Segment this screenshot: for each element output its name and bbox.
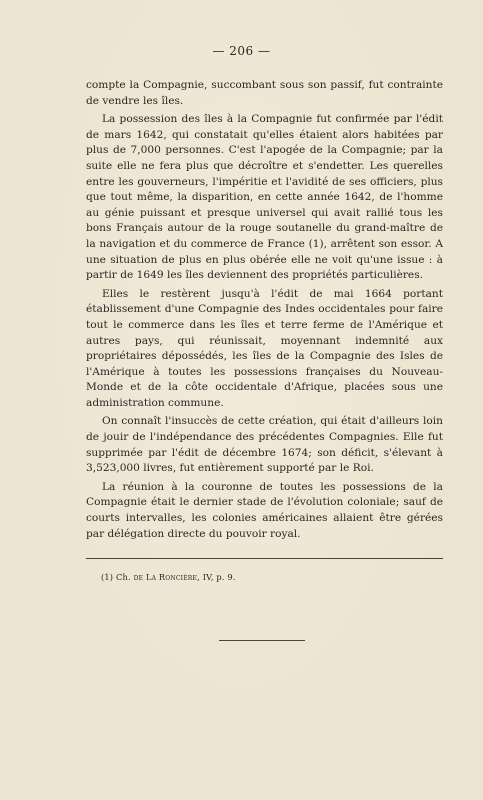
- footnote-divider: [86, 558, 443, 559]
- footnote-marker: (1) Ch.: [101, 572, 131, 582]
- paragraph-2: La possession des îles à la Compagnie fut confirmée par l'édit de mars 1642, qui constatait qu'elles étaient alors habitées par plus de 7,000 personnes. C'est l'apogée de la Compagnie; par la suite elle ne fera plus que décroître et s'endetter. Les querelles entre les gouverneurs, l'impéritie et l'avidité de ses officiers, plus que tout même, la disparition, en cette année 1642, de l'homme au génie puissant et presque universel qui avait rallié tous les bons Français autour de la rouge soutanelle du grand-maître de la navigation et du commerce de France (1), arrêtent son essor. A une situation de plus en plus obérée elle ne voit qu'une issue : à partir de 1649 les îles deviennent des propriétés particulières.: [86, 113, 443, 282]
- footnote-reference: , IV, p. 9.: [197, 572, 236, 582]
- page-number: — 206 —: [212, 44, 271, 58]
- paragraph-1: compte la Compagnie, succombant sous son passif, fut contrainte de vendre les îles.: [86, 79, 443, 107]
- bottom-divider: [219, 640, 305, 641]
- footnote-author: de La Roncière: [133, 572, 198, 582]
- footnote: [101, 572, 236, 582]
- paragraph-4: On connaît l'insuccès de cette création, qui était d'ailleurs loin de jouir de l'indépendance des précédentes Compagnies. Elle fut supprimée par l'édit de décembre 1674; son déficit, s'élevant à 3,523,000 livres, fut entièrement supporté par le Roi.: [86, 415, 443, 475]
- paragraph-5: La réunion à la couronne de toutes les possessions de la Compagnie était le dernier stade de l'évolution coloniale; sauf de courts intervalles, les colonies américaines allaient être gérées par délégation directe du pouvoir royal.: [86, 480, 443, 540]
- paragraph-3: Elles le restèrent jusqu'à l'édit de mai 1664 portant établissement d'une Compagnie des Indes occidentales pour faire tout le commerce dans les îles et terre ferme de l'Amérique et autres pays, qui réunissait, moyennant indemnité aux propriétaires dépossédés, les îles de la Compagnie des Isles de l'Amérique à toutes les possessions françaises du Nouveau-Monde et de la côte occidentale d'Afrique, placées sous une administration commune.: [86, 287, 443, 409]
- body-text: [86, 78, 443, 545]
